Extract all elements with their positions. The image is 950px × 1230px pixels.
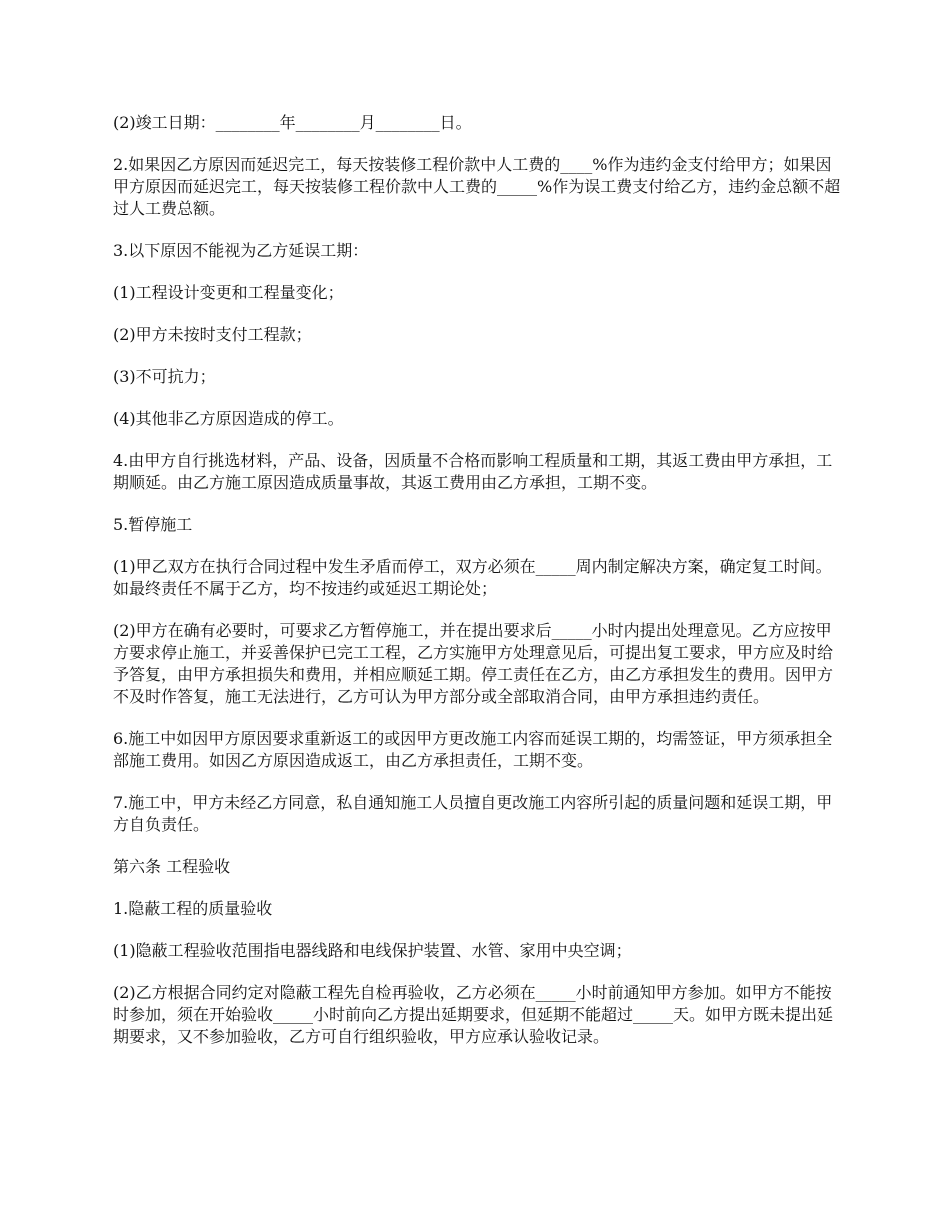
paragraph-completion-date: (2)竣工日期：________年________月________日。: [113, 113, 472, 132]
paragraph-reason-3: (3)不可抗力；: [113, 367, 216, 386]
paragraph-hidden-works-procedure: (2)乙方根据合同约定对隐蔽工程先自检再验收，乙方必须在_____小时前通知甲方参加。如甲方不能按时参加，须在开始验收_____小时前向乙方提出延期要求，但延期不能超过_____天。如甲方既未提出延期要求，又不参加验收，乙方可自行组织验收，甲方应承认验收记录。: [113, 983, 834, 1046]
paragraph-suspension-1: (1)甲乙双方在执行合同过程中发生矛盾而停工，双方必须在_____周内制定解决方案，确定复工时间。如最终责任不属于乙方，均不按违约或延迟工期论处；: [113, 557, 832, 598]
paragraph-suspension-heading: 5.暂停施工: [113, 515, 193, 534]
paragraph-reason-1: (1)工程设计变更和工程量变化；: [113, 283, 344, 302]
paragraph-suspension-2: (2)甲方在确有必要时，可要求乙方暂停施工，并在提出要求后_____小时内提出处理意见。乙方应按甲方要求停止施工，并妥善保护已完工工程，乙方实施甲方处理意见后，可提出复工要求，甲方应及时给予答复，由甲方承担损失和费用，并相应顺延工期。停工责任在乙方，由乙方承担发生的费用。因甲方不及时作答复，施工无法进行，乙方可认为甲方部分或全部取消合同，由甲方承担违约责任。: [113, 621, 834, 706]
paragraph-delay-reasons-heading: 3.以下原因不能视为乙方延误工期：: [113, 241, 369, 260]
section-heading-acceptance: 第六条 工程验收: [113, 857, 231, 876]
paragraph-unauthorized-changes: 7.施工中，甲方未经乙方同意，私自通知施工人员擅自更改施工内容所引起的质量问题和延误工期，甲方自负责任。: [113, 793, 833, 834]
paragraph-rework: 6.施工中如因甲方原因要求重新返工的或因甲方更改施工内容而延误工期的，均需签证，甲方须承担全部施工费用。如因乙方原因造成返工，由乙方承担责任，工期不变。: [113, 729, 833, 770]
paragraph-reason-4: (4)其他非乙方原因造成的停工。: [113, 409, 344, 428]
paragraph-delay-penalty: 2.如果因乙方原因而延迟完工，每天按装修工程价款中人工费的____%作为违约金支付给甲方；如果因甲方原因而延迟完工，每天按装修工程价款中人工费的_____%作为误工费支付给乙方，违约金总额不超过人工费总额。: [113, 155, 841, 218]
paragraph-hidden-works-scope: (1)隐蔽工程验收范围指电器线路和电线保护装置、水管、家用中央空调；: [113, 941, 632, 960]
document-body: [113, 112, 843, 1068]
paragraph-materials: 4.由甲方自行挑选材料，产品、设备，因质量不合格而影响工程质量和工期，其返工费由甲方承担，工期顺延。由乙方施工原因造成质量事故，其返工费用由乙方承担，工期不变。: [113, 451, 833, 492]
paragraph-reason-2: (2)甲方未按时支付工程款；: [113, 325, 312, 344]
paragraph-hidden-works-heading: 1.隐蔽工程的质量验收: [113, 899, 273, 918]
